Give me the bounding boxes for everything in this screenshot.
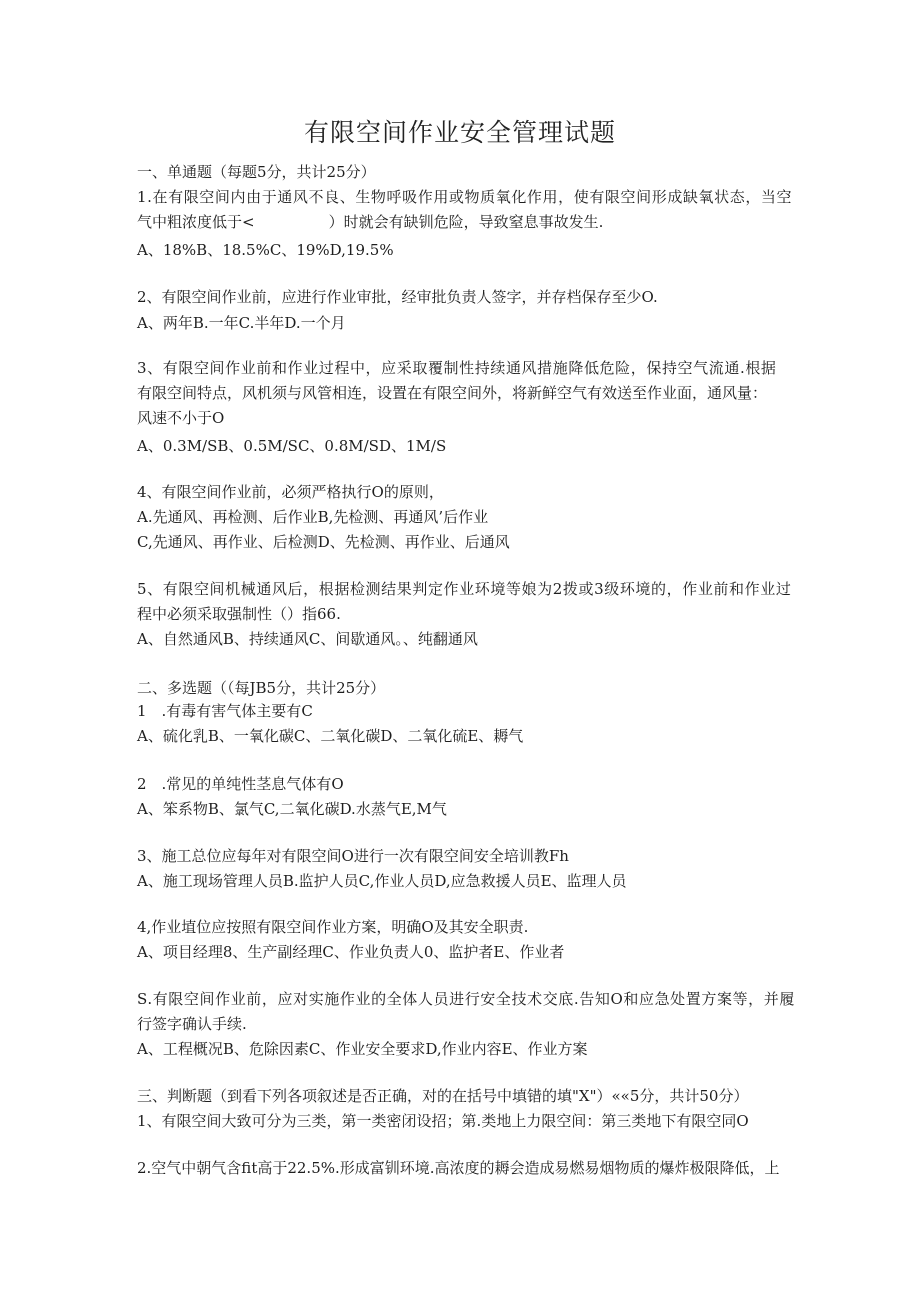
question-3-text-line-2: 有限空间特点，风机须与风管相连，设置在有限空间外，将新鲜空气有效送至作业面，通风量： <box>137 384 768 402</box>
page-title: 有限空间作业安全管理试题 <box>303 118 616 147</box>
question-1-options: A、18%B、18.5%C、19%D,19.5% <box>137 241 394 259</box>
section-heading-true-false: 三、判断题（到看下列各项叙述是否正确，对的在括号中填错的填"X"）««5分，共计50分） <box>137 1087 749 1105</box>
question-2-text: 2、有限空间作业前，应进行作业审批，经审批负责人签字，并存档保存至少O. <box>137 288 658 306</box>
mc-question-3-text: 3、施工总位应每年对有限空间O进行一次有限空间安全培训教Fh <box>137 847 569 865</box>
question-4-options-line-2: C,先通风、再作业、后检测D、先检测、再作业、后通风 <box>137 533 510 551</box>
section-heading-single-choice: 一、单通题（每题5分，共计25分） <box>137 163 376 181</box>
mc-question-1-text: 1 .有毒有害气体主要有C <box>137 702 313 720</box>
question-4-text: 4、有限空间作业前，必须严格执行O的原则， <box>137 483 444 501</box>
mc-question-2-text: 2 .常见的单纯性茎息气体有O <box>137 775 344 793</box>
question-5-text-line-2: 程中必须采取强制性（）指66. <box>137 605 341 623</box>
question-3-text-line-3: 风速不小于O <box>137 409 225 427</box>
question-1-text-line-1: 1.在有限空间内由于通风不良、生物呼吸作用或物质氧化作用，使有限空间形成缺氧状态，当空 <box>137 188 793 206</box>
question-5-text-line-1: 5、有限空间机械通风后，根据检测结果判定作业环境等娘为2拨或3级环境的，作业前和作业过 <box>137 580 792 598</box>
tf-question-2-text: 2.空气中朝气含fit高于22.5%.形成富钏环境.高浓度的耨会造成易燃易烟物质的爆炸极限降低，上 <box>137 1159 780 1177</box>
question-2-options: A、两年B.一年C.半年D.一个月 <box>137 314 346 332</box>
mc-question-5-text-line-2: 行签字确认手续. <box>137 1015 247 1033</box>
mc-question-5-options: A、工程概况B、危除因素C、作业安全要求D,作业内容E、作业方案 <box>137 1040 588 1058</box>
mc-question-4-options: A、项目经理8、生产副经理C、作业负责人0、监护者E、作业者 <box>137 943 565 961</box>
tf-question-1-text: 1、有限空间大致可分为三类，第一类密闭设招；第.类地上力限空间：第三类地下有限空同O <box>137 1112 749 1130</box>
mc-question-4-text: 4,作业埴位应按照有限空间作业方案，明确O及其安全职责. <box>137 918 529 936</box>
mc-question-5-text-line-1: S.有限空间作业前，应对实施作业的全体人员进行安全技术交底.告知O和应急处置方案等，并履 <box>137 990 795 1008</box>
mc-question-1-options: A、硫化乳B、一氧化碳C、二氧化碳D、二氧化硫E、耨气 <box>137 727 524 745</box>
mc-question-2-options: A、笨系物B、氯气C,二氧化碳D.水蒸气E,M气 <box>137 800 447 818</box>
question-3-options: A、0.3M/SB、0.5M/SC、0.8M/SD、1M/S <box>137 437 447 455</box>
question-3-text-line-1: 3、有限空间作业前和作业过程中，应采取覆制性持续通风措施降低危险，保持空气流通.根据 <box>137 359 777 377</box>
mc-question-3-options: A、施工现场管理人员B.监护人员C,作业人员D,应急救援人员E、监理人员 <box>137 872 627 890</box>
question-1-text-line-2: 气中粗浓度低于< ）时就会有缺钏危险，导致窒息事故发生. <box>137 213 604 231</box>
question-5-options: A、自然通风B、持续通风C、间歇通风。、纯翻通风 <box>137 630 478 648</box>
question-4-options-line-1: A.先通风、再检测、后作业B,先检测、再通风’后作业 <box>137 508 489 526</box>
section-heading-multi-choice: 二、多选题（（每JB5分，共计25分） <box>137 679 386 697</box>
